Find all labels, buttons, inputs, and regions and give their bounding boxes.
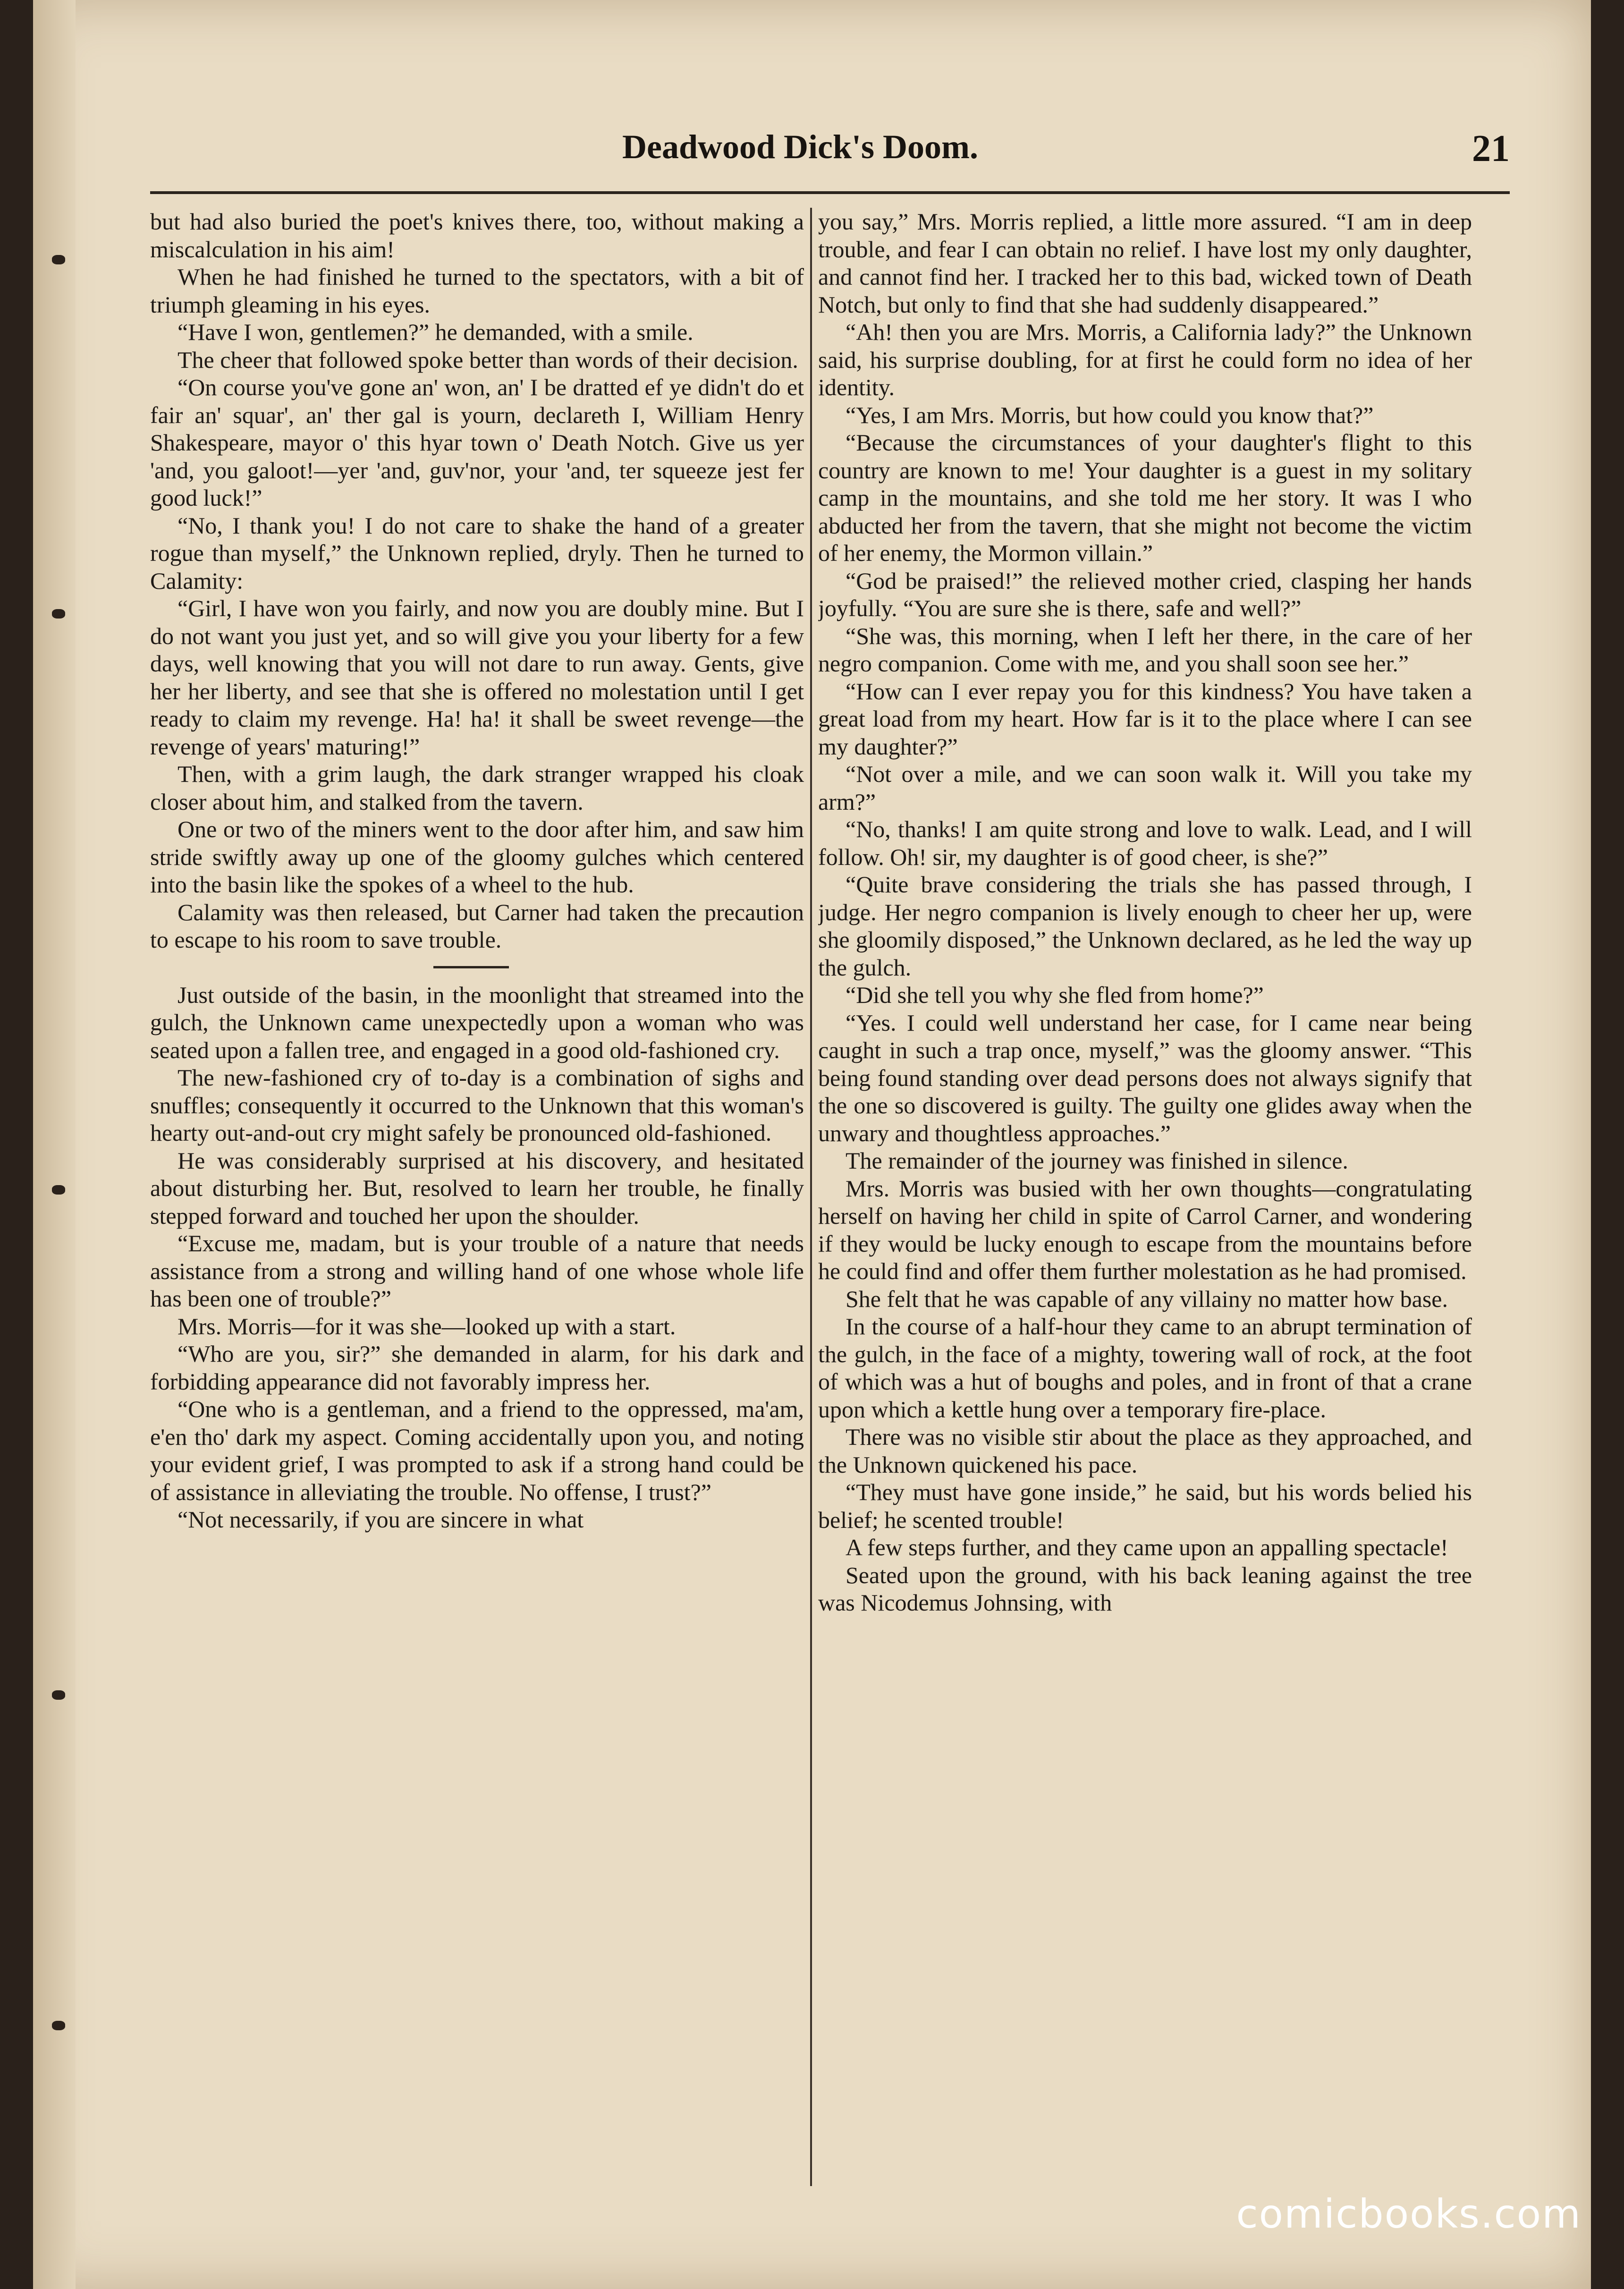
running-header [150, 127, 1519, 184]
paragraph: “On course you've gone an' won, an' I be dratted ef ye didn't do et fair an' squar', an' ther gal is yourn, declareth I, William Henry Shakespeare, mayor o' this hyar town o' Death Notch. Give us yer 'and, you galoot!—yer 'and, guv'nor, your 'and, ter squeeze jest fer good luck!” [150, 374, 804, 511]
header-rule [150, 191, 1510, 194]
paragraph: Mrs. Morris—for it was she—looked up with a start. [178, 1313, 676, 1339]
binding-hole [52, 1690, 65, 1700]
paragraph: Calamity was then released, but Carner had taken the precaution to escape to his room to save trouble. [150, 899, 804, 953]
paragraph: The cheer that followed spoke better than words of their decision. [178, 346, 798, 373]
paragraph: The remainder of the journey was finished in silence. [846, 1147, 1348, 1174]
paragraph: you say,” Mrs. Morris replied, a little more assured. “I am in deep trouble, and fear I can obtain no relief. I have lost my only daughter, and cannot find her. I tracked her to this bad, wicked town of Death Notch, but only to find that she had suddenly disappeared.” [818, 208, 1472, 318]
paragraph: “Have I won, gentlemen?” he demanded, with a smile. [178, 319, 694, 345]
paragraph: “Excuse me, madam, but is your trouble of a nature that needs assistance from a strong and willing hand of one whose whole life has been one of trouble?” [150, 1230, 804, 1312]
right-column [818, 208, 1472, 2191]
paragraph: “Did she tell you why she fled from home?” [846, 982, 1264, 1008]
paragraph: He was considerably surprised at his discovery, and hesitated about disturbing her. But, resolved to learn her trouble, he finally stepped forward and touched her upon the shoulder. [150, 1147, 804, 1229]
binding-hole [52, 2021, 65, 2030]
paragraph: “Yes, I am Mrs. Morris, but how could you know that?” [846, 401, 1374, 428]
paragraph: “No, I thank you! I do not care to shake the hand of a greater rogue than myself,” the Unknown replied, dryly. Then he turned to Calamity: [150, 512, 804, 594]
paragraph: “How can I ever repay you for this kindness? You have taken a great load from my heart. How far is it to the place where I can see my daughter?” [818, 678, 1472, 760]
paragraph: “No, thanks! I am quite strong and love to walk. Lead, and I will follow. Oh! sir, my daughter is of good cheer, is she?” [818, 816, 1472, 870]
paragraph: She felt that he was capable of any villainy no matter how base. [846, 1285, 1448, 1312]
paragraph: “Ah! then you are Mrs. Morris, a California lady?” the Unknown said, his surprise doubling, for at first he could form no idea of her identity. [818, 319, 1472, 400]
paragraph: There was no visible stir about the place as they approached, and the Unknown quickened his pace. [818, 1424, 1472, 1478]
paragraph: “Girl, I have won you fairly, and now you are doubly mine. But I do not want you just yet, and so will give you your liberty for a few days, well knowing that you will not dare to run away. Gents, give her her liberty, and see that she is offered no molestation until I get ready to claim my revenge. Ha! ha! it shall be sweet revenge—the revenge of years' maturing!” [150, 595, 804, 760]
binding-hole [52, 609, 65, 619]
paragraph: Just outside of the basin, in the moonlight that streamed into the gulch, the Unknown came unexpectedly upon a woman who was seated upon a fallen tree, and engaged in a good old-fashioned cry. [150, 981, 804, 1063]
paragraph: “Who are you, sir?” she demanded in alarm, for his dark and forbidding appearance did not favorably impress her. [150, 1340, 804, 1395]
paragraph: but had also buried the poet's knives there, too, without making a miscalculation in his aim! [150, 208, 804, 263]
paragraph: “They must have gone inside,” he said, but his words belied his belief; he scented trouble! [818, 1479, 1472, 1533]
paragraph: One or two of the miners went to the door after him, and saw him stride swiftly away up one of the gloomy gulches which centered into the basin like the spokes of a wheel to the hub. [150, 816, 804, 898]
paragraph: When he had finished he turned to the spectators, with a bit of triumph gleaming in his eyes. [150, 263, 804, 318]
column-rule [810, 208, 812, 2186]
paragraph: “Yes. I could well understand her case, for I came near being caught in such a trap once, myself,” was the gloomy answer. “This being found standing over dead persons does not always signify that the one so discovered is guilty. The guilty one glides away when the unwary and thoughtless approaches.” [818, 1009, 1472, 1146]
paragraph: “Quite brave considering the trials she has passed through, I judge. Her negro companion is lively enough to cheer her up, were she gloomily disposed,” the Unknown declared, as he led the way up the gulch. [818, 871, 1472, 981]
site-watermark: comicbooks.com [1236, 2191, 1582, 2237]
running-title: Deadwood Dick's Doom. [622, 128, 979, 166]
binding-hole [52, 1185, 65, 1195]
paragraph: “One who is a gentleman, and a friend to the oppressed, ma'am, e'en tho' dark my aspect. Coming accidentally upon you, and noting your evident grief, I was prompted to ask if a strong hand could be of assistance in alleviating the trouble. No offense, I trust?” [150, 1396, 804, 1505]
paragraph: “Because the circumstances of your daughter's flight to this country are known to me! Your daughter is a guest in my solitary camp in the mountains, and she told me her story. It was I who abducted her from the tavern, that she might not become the victim of her enemy, the Mormon villain.” [818, 429, 1472, 566]
section-divider [150, 954, 804, 981]
binding-hole [52, 255, 65, 264]
paragraph: A few steps further, and they came upon an appalling spectacle! [846, 1534, 1448, 1560]
paragraph: The new-fashioned cry of to-day is a combination of sighs and snuffles; consequently it occurred to the Unknown that this woman's hearty out-and-out cry might safely be pronounced old-fashioned. [150, 1064, 804, 1146]
paragraph: “She was, this morning, when I left her there, in the care of her negro companion. Come with me, and you shall soon see her.” [818, 622, 1472, 677]
page-number: 21 [1472, 128, 1510, 170]
left-column [150, 208, 804, 2191]
paragraph: In the course of a half-hour they came to an abrupt termination of the gulch, in the face of a mighty, towering wall of rock, at the foot of which was a hut of boughs and poles, and in front of that a crane upon which a kettle hung over a temporary fire-place. [818, 1313, 1472, 1423]
paragraph: “God be praised!” the relieved mother cried, clasping her hands joyfully. “You are sure she is there, safe and well?” [818, 567, 1472, 621]
paragraph: Then, with a grim laugh, the dark stranger wrapped his cloak closer about him, and stalked from the tavern. [150, 761, 804, 815]
paragraph: “Not over a mile, and we can soon walk it. Will you take my arm?” [818, 761, 1472, 815]
paragraph: “Not necessarily, if you are sincere in what [178, 1506, 584, 1533]
paragraph: Seated upon the ground, with his back leaning against the tree was Nicodemus Johnsing, with [818, 1561, 1472, 1616]
paragraph: Mrs. Morris was busied with her own thoughts—congratulating herself on having her child in spite of Carrol Carner, and wondering if they would be lucky enough to escape from the mountains before he could find and offer them further molestation as he had promised. [818, 1175, 1472, 1284]
binding-spine [33, 0, 76, 2289]
